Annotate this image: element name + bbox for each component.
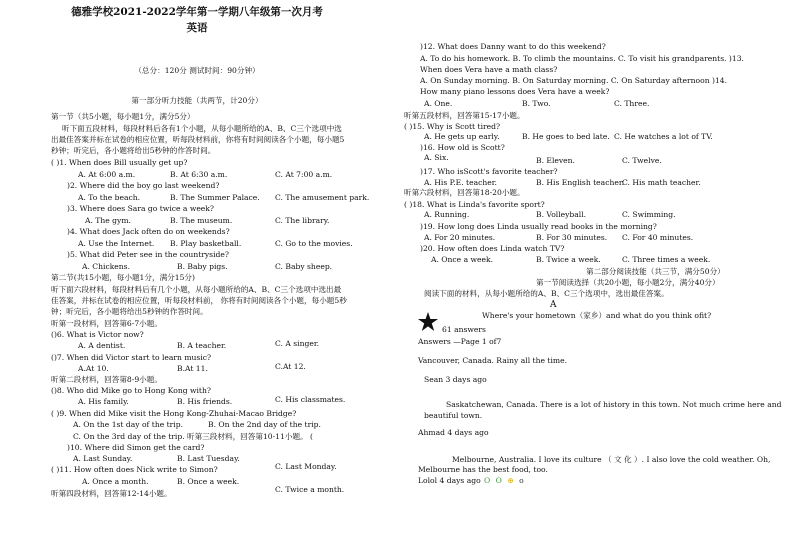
section1-heading: 第一节（共5小题，每小题1分，满分5分） <box>51 112 195 121</box>
answer-author: Ahmad 4 days ago <box>418 428 489 437</box>
answer-1: Vancouver, Canada. Rainy all the time. <box>418 356 567 365</box>
option-c: C. Last Monday. <box>275 462 337 471</box>
section1-instr: 听下面五段材料，每段材料后各有1个小题，从每小题所给的A、B、C三个选项中选 <box>62 124 342 133</box>
option-b: B. At 6:30 a.m. <box>170 170 228 179</box>
option-c: C. Baby sheep. <box>275 262 333 271</box>
material-note: 听第六段材料，回答第18-20小题。 <box>404 188 525 197</box>
exam-meta: （总分：120分 测试时间：90分钟） <box>134 66 260 75</box>
option-a: A. A dentist. <box>78 341 126 350</box>
answers-page: Answers —Page 1 of7 <box>418 337 502 346</box>
options-12: A. To do his homework. B. To climb the mountains. C. To visit his grandparents. )13. <box>420 54 744 63</box>
question-3: )3. Where does Sara go twice a week? <box>67 204 214 213</box>
option-b: B. Play basketball. <box>170 239 242 248</box>
reaction-icons <box>484 476 527 485</box>
option-c: C. On the 3rd day of the trip. 听第三段材料，回答第10-11小题。 ( <box>73 432 314 441</box>
question-11: ( )11. How often does Nick write to Simon? <box>51 465 218 474</box>
option-b: B. For 30 minutes. <box>536 233 608 242</box>
reading-instructions: 阅读下面的材料，从每小题所给的A、B、C三个选项中，选出最佳答案。 <box>424 289 669 298</box>
question-1: ( )1. When does Bill usually get up? <box>51 158 188 167</box>
question-17: )17. Who isScott's favorite teacher? <box>420 167 558 176</box>
option-b: B. His friends. <box>177 397 233 406</box>
option-b: B. The museum. <box>170 216 233 225</box>
answer-3: Melbourne, Australia. I love its culture （ 文 化 ）. I also love the cold weather. Oh, <box>452 455 771 464</box>
option-b: B. A teacher. <box>177 341 227 350</box>
option-c: C. The library. <box>275 216 330 225</box>
answer-2-cont: beautiful town. <box>424 411 483 420</box>
option-b: B. He goes to bed late. <box>522 132 610 141</box>
question-5: )5. What did Peter see in the countryside? <box>67 250 229 259</box>
answers-count: 61 answers <box>442 325 486 334</box>
option-a: A. Chickens. <box>82 262 130 271</box>
material-note: 听第四段材料，回答第12-14小题。 <box>51 489 172 498</box>
question-9: ( )9. When did Mike visit the Hong Kong-Zhuhai-Macao Bridge? <box>51 409 297 418</box>
option-c: C. Twice a month. <box>275 485 345 494</box>
question-19: )19. How long does Linda usually read books in the morning? <box>420 222 657 231</box>
star-icon <box>418 312 438 332</box>
options-13: A. On Sunday morning. B. On Saturday morning. C. On Saturday afternoon )14. <box>420 76 728 85</box>
question-13: When does Vera have a math class? <box>420 65 558 74</box>
question-14: How many piano lessons does Vera have a week? <box>420 87 610 96</box>
option-b: B. Baby pigs. <box>177 262 228 271</box>
section1-instr: 秒钟；听完后，各小题将给出5秒钟的作答时间。 <box>51 146 216 155</box>
answer-3-cont: Melbourne has the best food, too. <box>418 465 548 474</box>
circle-icon: o <box>519 476 524 485</box>
question-2: )2. Where did the boy go last weekend? <box>67 181 220 190</box>
question-7: ()7. When did Victor start to learn music? <box>51 353 212 362</box>
option-a: A. On the 1st day of the trip. <box>73 420 184 429</box>
question-16: )16. How old is Scott? <box>420 143 505 152</box>
option-a: A. Use the Internet. <box>78 239 155 248</box>
option-c: C. Three. <box>614 99 650 108</box>
answer-2: Saskatchewan, Canada. There is a lot of history in this town. Not much crime here and <box>446 400 782 409</box>
option-a: A. Once a week. <box>431 255 494 264</box>
option-a: A. For 20 minutes. <box>424 233 496 242</box>
part1-heading: 第一部分听力技能（共两节，计20分） <box>131 96 263 105</box>
option-a: A. His family. <box>78 397 129 406</box>
exam-subject: 英语 <box>186 22 208 34</box>
question-12: )12. What does Danny want to do this weekend? <box>420 42 606 51</box>
option-b: B. On the 2nd day of the trip. <box>208 420 321 429</box>
option-c: C. For 40 minutes. <box>622 233 694 242</box>
question-4: )4. What does Jack often do on weekends? <box>67 227 230 236</box>
section2-heading: 第二节(共15小题，每小题1分，满分15分) <box>51 273 195 282</box>
option-a: A. The gym. <box>85 216 131 225</box>
question-18: ( )18. What is Linda's favorite sport? <box>404 200 545 209</box>
option-b: B. The Summer Palace. <box>170 193 260 202</box>
option-c: C. Three times a week. <box>622 255 711 264</box>
option-a: A.At 10. <box>78 364 109 373</box>
option-a: A. At 6:00 a.m. <box>78 170 136 179</box>
option-b: B. Eleven. <box>536 156 575 165</box>
section1-instr: 出最佳答案并标在试卷的相应位置，听每段材料前，你将有时间阅读各个小题，每小题5 <box>51 135 345 144</box>
material-note: 听第一段材料，回答第6-7小题。 <box>51 319 162 328</box>
option-a: A. His P.E. teacher. <box>424 178 497 187</box>
option-a: A. Last Sunday. <box>73 454 133 463</box>
option-a: A. To the beach. <box>78 193 141 202</box>
section2-instr: 佳答案，并标在试卷的相应位置，听每段材料前， 你将有时间阅读各个小题，每小题5秒 <box>51 296 347 305</box>
option-b: B. His English teacher. <box>536 178 625 187</box>
option-a: A. One. <box>424 99 453 108</box>
material-note: 听第二段材料，回答第8-9小题。 <box>51 375 162 384</box>
option-b: B. Volleyball. <box>536 210 587 219</box>
option-c: C.At 12. <box>275 362 306 371</box>
exam-title: 德雅学校2021-2022学年第一学期八年级第一次月考 <box>71 6 323 18</box>
option-c: C. Swimming. <box>622 210 676 219</box>
section2-instr: 听下面六段材料，每段材料后有几个小题，从每小题所给的A、B、C三个选项中选出最 <box>51 285 342 294</box>
option-c: C. His math teacher. <box>622 178 701 187</box>
circle-icon: O <box>495 476 502 485</box>
option-b: B. Two. <box>522 99 551 108</box>
circle-icon: O <box>484 476 491 485</box>
option-b: B. Last Tuesday. <box>177 454 240 463</box>
option-b: B. Twice a week. <box>536 255 601 264</box>
option-a: A. Once a month. <box>82 477 149 486</box>
question-15: ( )15. Why is Scott tired? <box>404 122 501 131</box>
option-b: B.At 11. <box>177 364 208 373</box>
question-10: )10. Where did Simon get the card? <box>67 443 205 452</box>
part2-section1-heading: 第一节阅读选择（共20小题，每小题2分，满分40分） <box>536 278 720 287</box>
passage-title: Where's your hometown（家乡）and what do you think ofit? <box>482 311 712 320</box>
option-c: C. He watches a lot of TV. <box>614 132 713 141</box>
option-a: A. He gets up early. <box>424 132 500 141</box>
option-c: C. His classmates. <box>275 395 346 404</box>
part2-heading: 第二部分阅读技能（共三节，满分50分） <box>586 267 725 276</box>
option-c: C. Twelve. <box>622 156 662 165</box>
material-note: 听第五段材料，回答第15-17小题。 <box>404 111 525 120</box>
option-a: A. Running. <box>424 210 470 219</box>
option-c: C. The amusement park. <box>275 193 370 202</box>
option-c: C. At 7:00 a.m. <box>275 170 333 179</box>
question-6: ()6. What is Victor now? <box>51 330 144 339</box>
option-a: A. Six. <box>424 153 449 162</box>
answer-author: Sean 3 days ago <box>424 375 487 384</box>
passage-letter: A <box>550 300 557 310</box>
option-c: C. Go to the movies. <box>275 239 353 248</box>
circle-icon: ⊕ <box>507 476 514 485</box>
option-c: C. A singer. <box>275 339 320 348</box>
question-8: ()8. Who did Mike go to Hong Kong with? <box>51 386 211 395</box>
option-b: B. Once a week. <box>177 477 240 486</box>
question-20: )20. How often does Linda watch TV? <box>420 244 565 253</box>
section2-instr: 钟；听完后，各小题将给出5秒钟的作答时间。 <box>51 307 208 316</box>
answer-author: Lolol 4 days ago <box>418 476 481 485</box>
